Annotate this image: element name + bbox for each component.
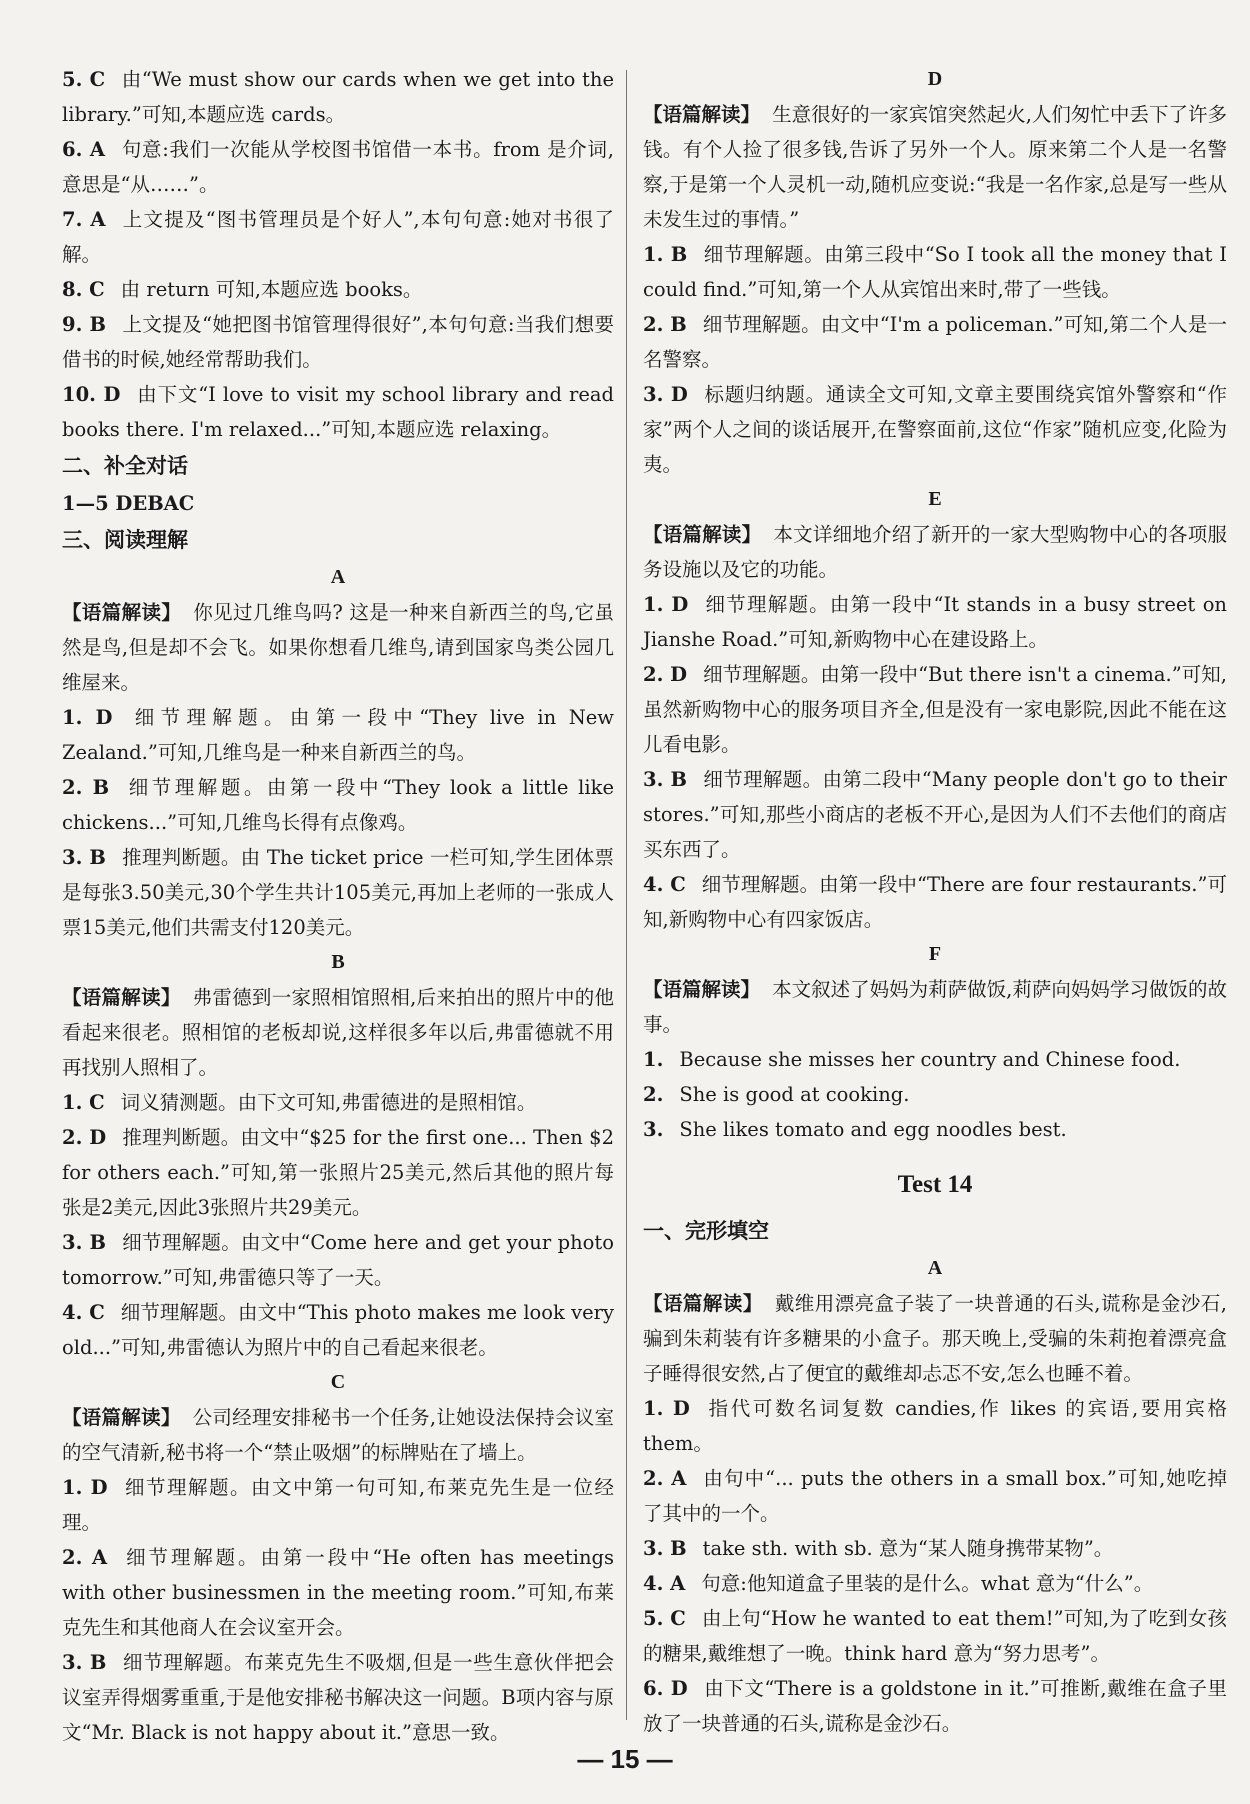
answer-label: 1. B: [643, 243, 688, 266]
passage-f-answers: [643, 1042, 1227, 1147]
answer-item: [643, 1042, 1227, 1077]
answer-item: [62, 1085, 614, 1120]
answer-explanation: 由 return 可知,本题应选 books。: [120, 278, 423, 301]
passage-a-intro-text: 你见过几维鸟吗? 这是一种来自新西兰的鸟,它虽然是鸟,但是却不会飞。如果你想看几维鸟,请到国家鸟类公园几维屋来。: [62, 601, 614, 694]
answer-item: [62, 1540, 614, 1645]
passage-a2-intro: [643, 1286, 1227, 1391]
answer-item: [62, 1295, 614, 1365]
passage-tag: 【语篇解读】: [62, 1406, 181, 1429]
answer-explanation: take sth. with sb. 意为“某人随身携带某物”。: [702, 1537, 1114, 1560]
passage-b-answers: [62, 1085, 614, 1365]
passage-e-intro-text: 本文详细地介绍了新开的一家大型购物中心的各项服务设施以及它的功能。: [643, 523, 1227, 581]
answer-label: 3. B: [62, 846, 106, 869]
answer-explanation: 细节理解题。由第一段中“He often has meetings with other businessmen in the meeting room.”可知,布莱克先生和其他商人在会议室开会。: [62, 1546, 614, 1639]
passage-tag: 【语篇解读】: [643, 523, 762, 546]
answer-explanation: 细节理解题。由第一段中“They look a little like chickens...”可知,几维鸟长得有点像鸡。: [62, 776, 614, 834]
answer-explanation: 细节理解题。由文中“Come here and get your photo tomorrow.”可知,弗雷德只等了一天。: [62, 1231, 614, 1289]
answer-label: 1. D: [62, 706, 113, 729]
left-column: [62, 62, 614, 1750]
answer-explanation: Because she misses her country and Chinese food.: [679, 1048, 1181, 1071]
answer-item: [643, 237, 1227, 307]
answer-item: [62, 1120, 614, 1225]
answer-label: 3. B: [62, 1231, 106, 1254]
answer-item: [643, 1601, 1227, 1671]
answer-explanation: 细节理解题。由第一段中“It stands in a busy street on Jianshe Road.”可知,新购物中心在建设路上。: [643, 593, 1227, 651]
passage-f-intro-text: 本文叙述了妈妈为莉萨做饭,莉萨向妈妈学习做饭的故事。: [643, 978, 1227, 1036]
passage-d-answers: [643, 237, 1227, 482]
passage-a-intro: [62, 595, 614, 700]
passage-a-answers: [62, 700, 614, 945]
answer-item: [643, 1531, 1227, 1566]
answer-label: 6. A: [62, 138, 106, 161]
answer-label: 1. C: [62, 1091, 105, 1114]
answer-item: [62, 307, 614, 377]
passage-tag: 【语篇解读】: [643, 978, 761, 1001]
answer-item: [62, 1645, 614, 1750]
answer-list-top: [62, 62, 614, 447]
answer-item: [643, 1461, 1227, 1531]
answer-explanation: 细节理解题。由第一段中“There are four restaurants.”可知,新购物中心有四家饭店。: [643, 873, 1227, 931]
passage-b-intro: [62, 980, 614, 1085]
answer-explanation: 由下文“I love to visit my school library and read books there. I'm relaxed...”可知,本题应选 relaxing。: [62, 383, 615, 441]
passage-a2-answers: [643, 1391, 1227, 1741]
answer-item: [643, 867, 1227, 937]
answer-label: 8. C: [62, 278, 105, 301]
answer-explanation: 细节理解题。由文中第一句可知,布莱克先生是一位经理。: [62, 1476, 614, 1534]
answer-item: [62, 840, 614, 945]
answer-explanation: 上文提及“图书管理员是个好人”,本句句意:她对书很了解。: [62, 208, 614, 266]
answer-explanation: 标题归纳题。通读全文可知,文章主要围绕宾馆外警察和“作家”两个人之间的谈话展开,在警察面前,这位“作家”随机应变,化险为夷。: [643, 383, 1227, 476]
answer-label: 3. B: [643, 768, 687, 791]
passage-letter-d: D: [927, 68, 943, 90]
passage-tag: 【语篇解读】: [62, 986, 181, 1009]
passage-letter-a: A: [330, 566, 346, 588]
answer-explanation: 细节理解题。由第一段中“But there isn't a cinema.”可知,虽然新购物中心的服务项目齐全,但是没有一家电影院,因此不能在这儿看电影。: [643, 663, 1228, 756]
answer-item: [62, 377, 614, 447]
answer-explanation: 细节理解题。由文中“This photo makes me look very old...”可知,弗雷德认为照片中的自己看起来很老。: [62, 1301, 614, 1359]
answer-item: [643, 307, 1227, 377]
answer-explanation: 句意:他知道盒子里装的是什么。what 意为“什么”。: [701, 1572, 1154, 1595]
answer-item: [62, 1470, 614, 1540]
answer-item: [643, 1566, 1227, 1601]
passage-letter-a2: A: [927, 1257, 943, 1279]
answer-label: 4. C: [643, 873, 686, 896]
section-title-cloze: 一、完形填空: [643, 1219, 769, 1243]
answer-label: 1. D: [62, 1476, 108, 1499]
passage-letter-f: F: [928, 943, 942, 965]
passage-tag: 【语篇解读】: [62, 601, 182, 624]
answer-label: 10. D: [62, 383, 121, 406]
answer-label: 4. C: [62, 1301, 105, 1324]
answer-label: 3.: [643, 1118, 664, 1141]
answer-label: 3. D: [643, 383, 688, 406]
answer-explanation: 细节理解题。布莱克先生不吸烟,但是一些生意伙伴把会议室弄得烟雾重重,于是他安排秘书解决这一问题。B项内容与原文“Mr. Black is not happy about it.”意思一致。: [62, 1651, 614, 1744]
answer-label: 7. A: [62, 208, 106, 231]
answer-explanation: 由上句“How he wanted to eat them!”可知,为了吃到女孩的糖果,戴维想了一晚。think hard 意为“努力思考”。: [643, 1607, 1227, 1665]
answer-explanation: She likes tomato and egg noodles best.: [679, 1118, 1067, 1141]
answer-explanation: 上文提及“她把图书馆管理得很好”,本句句意:当我们想要借书的时候,她经常帮助我们。: [62, 313, 614, 371]
column-divider: [626, 70, 627, 1720]
answer-explanation: 词义猜测题。由下文可知,弗雷德进的是照相馆。: [120, 1091, 537, 1114]
answer-label: 2. B: [643, 313, 687, 336]
passage-a2-intro-text: 戴维用漂亮盒子装了一块普通的石头,谎称是金沙石,骗到朱莉装有许多糖果的小盒子。那天晚上,受骗的朱莉抱着漂亮盒子睡得很安然,占了便宜的戴维却忐忑不安,怎么也睡不着。: [643, 1292, 1227, 1385]
answer-explanation: 由下文“There is a goldstone in it.”可推断,戴维在盒子里放了一块普通的石头,谎称是金沙石。: [643, 1677, 1227, 1735]
answer-explanation: 细节理解题。由文中“I'm a policeman.”可知,第二个人是一名警察。: [643, 313, 1227, 371]
answer-item: [62, 770, 614, 840]
answer-label: 2. D: [643, 663, 688, 686]
answer-explanation: 推理判断题。由 The ticket price 一栏可知,学生团体票是每张3.50美元,30个学生共计105美元,再加上老师的一张成人票15美元,他们共需支付120美元。: [62, 846, 614, 939]
answer-item: [643, 657, 1227, 762]
answer-label: 6. D: [643, 1677, 688, 1700]
answer-explanation: 细节理解题。由第三段中“So I took all the money that I could find.”可知,第一个人从宾馆出来时,带了一些钱。: [643, 243, 1227, 301]
answer-explanation: 句意:我们一次能从学校图书馆借一本书。from 是介词,意思是“从……”。: [62, 138, 614, 196]
answer-label: 5. C: [643, 1607, 686, 1630]
answer-item: [643, 1112, 1227, 1147]
passage-tag: 【语篇解读】: [643, 103, 761, 126]
test-title: Test 14: [897, 1171, 973, 1198]
answer-label: 9. B: [62, 313, 107, 336]
answer-explanation: 由“We must show our cards when we get into the library.”可知,本题应选 cards。: [62, 68, 614, 126]
answer-label: 3. B: [62, 1651, 107, 1674]
passage-c-intro: [62, 1400, 614, 1470]
answer-item: [643, 1391, 1227, 1461]
answer-item: [643, 1077, 1227, 1112]
answer-label: 5. C: [62, 68, 106, 91]
dialogue-answers: 1—5 DEBAC: [62, 492, 195, 515]
answer-label: 2. A: [643, 1467, 687, 1490]
answer-label: 2.: [643, 1083, 664, 1106]
answer-label: 1. D: [643, 1397, 690, 1420]
passage-e-intro: [643, 517, 1227, 587]
answer-explanation: 细节理解题。由第二段中“Many people don't go to their stores.”可知,那些小商店的老板不开心,是因为人们不去他们的商店买东西了。: [643, 768, 1228, 861]
answer-item: [62, 272, 614, 307]
answer-item: [643, 587, 1227, 657]
answer-label: 2. A: [62, 1546, 108, 1569]
passage-e-answers: [643, 587, 1227, 937]
answer-item: [62, 132, 614, 202]
passage-letter-c: C: [330, 1371, 346, 1393]
answer-item: [62, 1225, 614, 1295]
answer-label: 2. D: [62, 1126, 107, 1149]
section-title-dialogue: 二、补全对话: [62, 454, 188, 478]
answer-label: 1. D: [643, 593, 689, 616]
passage-b-intro-text: 弗雷德到一家照相馆照相,后来拍出的照片中的他看起来很老。照相馆的老板却说,这样很多年以后,弗雷德就不用再找别人照相了。: [62, 986, 614, 1079]
page-number: — 15 —: [577, 1744, 673, 1774]
answer-item: [62, 202, 614, 272]
answer-explanation: 细节理解题。由第一段中“They live in New Zealand.”可知,几维鸟是一种来自新西兰的鸟。: [62, 706, 615, 764]
answer-item: [643, 377, 1227, 482]
answer-item: [62, 62, 614, 132]
answer-item: [62, 700, 614, 770]
answer-label: 1.: [643, 1048, 664, 1071]
passage-f-intro: [643, 972, 1227, 1042]
passage-letter-b: B: [331, 951, 345, 973]
answer-explanation: 推理判断题。由文中“$25 for the first one... Then $2 for others each.”可知,第一张照片25美元,然后其他的照片每张是2美元,因此3张照片共29美元。: [62, 1126, 614, 1219]
passage-d-intro-text: 生意很好的一家宾馆突然起火,人们匆忙中丢下了许多钱。有个人捡了很多钱,告诉了另外一个人。原来第二个人是一名警察,于是第一个人灵机一动,随机应变说:“我是一名作家,总是写一些从未发生过的事情。”: [643, 103, 1227, 231]
passage-c-intro-text: 公司经理安排秘书一个任务,让她设法保持会议室的空气清新,秘书将一个“禁止吸烟”的标牌贴在了墙上。: [62, 1406, 614, 1464]
passage-c-answers: [62, 1470, 614, 1750]
answer-item: [643, 762, 1227, 867]
answer-label: 4. A: [643, 1572, 686, 1595]
answer-explanation: 由句中“... puts the others in a small box.”可知,她吃掉了其中的一个。: [643, 1467, 1227, 1525]
answer-label: 2. B: [62, 776, 110, 799]
answer-explanation: She is good at cooking.: [679, 1083, 910, 1106]
answer-label: 3. B: [643, 1537, 687, 1560]
passage-letter-e: E: [928, 488, 942, 510]
right-column: [643, 62, 1227, 1741]
section-title-reading: 三、阅读理解: [62, 528, 188, 552]
passage-tag: 【语篇解读】: [643, 1292, 763, 1315]
passage-d-intro: [643, 97, 1227, 237]
answer-item: [643, 1671, 1227, 1741]
answer-explanation: 指代可数名词复数 candies,作 likes 的宾语,要用宾格 them。: [643, 1397, 1228, 1455]
